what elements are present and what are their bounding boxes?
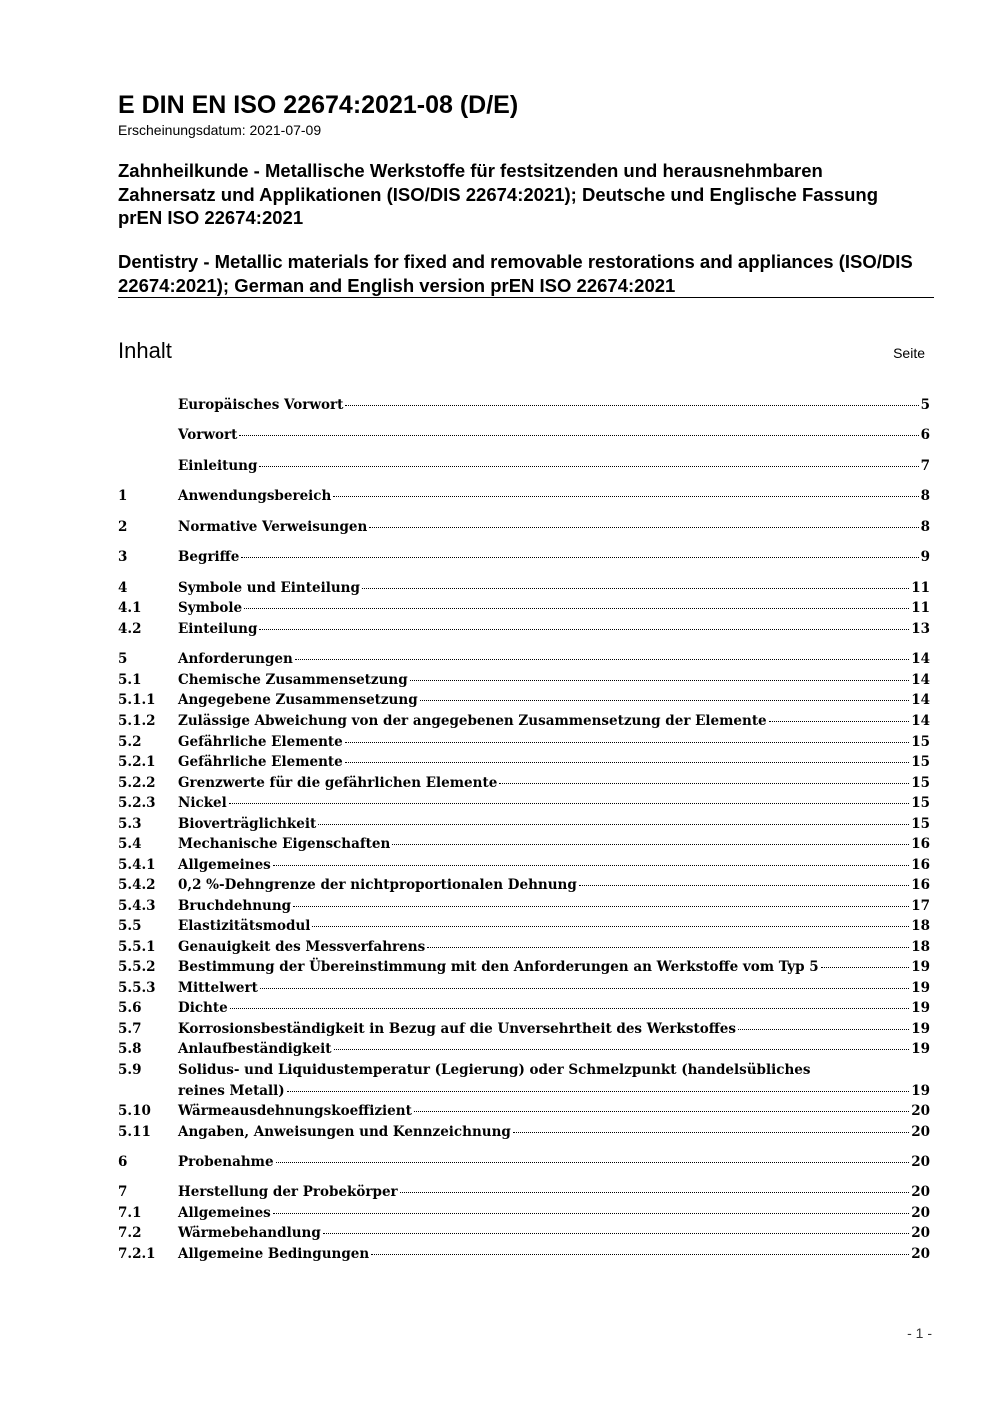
publication-date: Erscheinungsdatum: 2021-07-09 <box>118 122 322 138</box>
toc-entry-label: Anlaufbeständigkeit <box>178 1041 332 1057</box>
toc-entry-page: 14 <box>911 692 930 708</box>
toc-entry[interactable] <box>118 773 930 794</box>
toc-entry-number: 5.4.2 <box>118 877 156 893</box>
toc-entry[interactable] <box>118 1101 930 1122</box>
toc-entry-page: 5 <box>920 397 930 413</box>
toc-entry-number: 5.7 <box>118 1021 142 1037</box>
toc-entry-label: Anwendungsbereich <box>178 488 332 504</box>
toc-entry-number: 4.1 <box>118 600 142 616</box>
toc-entry[interactable] <box>118 1223 930 1244</box>
toc-dot-leader <box>345 762 910 763</box>
toc-entry-label: 0,2 %-Dehngrenze der nichtproportionalen Dehnung <box>178 877 577 893</box>
toc-dot-leader <box>738 1029 909 1030</box>
page-number: - 1 - <box>907 1325 932 1341</box>
toc-entry-page: 19 <box>911 1082 930 1099</box>
toc-entry-number: 5 <box>118 651 128 667</box>
toc-entry[interactable] <box>118 978 930 999</box>
toc-entry-label: Einteilung <box>178 621 258 637</box>
toc-entry-label: Genauigkeit des Messverfahrens <box>178 939 426 955</box>
toc-entry[interactable] <box>118 649 930 670</box>
toc-entry-label-continued: reines Metall) <box>178 1082 285 1099</box>
toc-entry-number: 5.1.2 <box>118 713 156 729</box>
toc-entry-number: 2 <box>118 519 128 535</box>
toc-dot-leader <box>295 659 909 660</box>
toc-entry-number: 5.3 <box>118 816 142 832</box>
toc-entry-page: 9 <box>920 549 930 565</box>
toc-entry-label: Probenahme <box>178 1154 274 1170</box>
toc-entry-page: 15 <box>911 795 930 811</box>
toc-entry-number: 5.5.3 <box>118 980 156 996</box>
toc-entry[interactable] <box>118 855 930 876</box>
toc-entry[interactable] <box>118 1182 930 1203</box>
toc-entry-page: 15 <box>911 775 930 791</box>
toc-entry-page: 19 <box>911 1041 930 1057</box>
toc-entry-page: 20 <box>911 1154 930 1170</box>
toc-entry-number: 5.4.1 <box>118 857 156 873</box>
toc-entry-number: 5.2.1 <box>118 754 156 770</box>
toc-entry[interactable] <box>118 957 930 978</box>
toc-dot-leader <box>244 608 909 609</box>
toc-entry[interactable] <box>118 395 930 416</box>
toc-entry[interactable] <box>118 814 930 835</box>
toc-entry-label: Herstellung der Probekörper <box>178 1184 398 1200</box>
toc-entry[interactable] <box>118 1122 930 1143</box>
toc-entry-label: Angaben, Anweisungen und Kennzeichnung <box>178 1124 511 1140</box>
toc-entry-label: Einleitung <box>178 458 258 474</box>
toc-entry-label: Wärmebehandlung <box>178 1225 321 1241</box>
toc-entry[interactable] <box>118 670 930 691</box>
toc-entry-page: 15 <box>911 734 930 750</box>
toc-entry-label: Symbole <box>178 600 243 616</box>
toc-entry-label: Angegebene Zusammensetzung <box>178 692 418 708</box>
toc-entry-page: 15 <box>911 816 930 832</box>
toc-entry-number: 5.1.1 <box>118 692 156 708</box>
page-column-heading: Seite <box>893 345 925 361</box>
toc-entry[interactable] <box>118 711 930 732</box>
toc-entry[interactable] <box>118 937 930 958</box>
toc-dot-leader <box>276 1162 910 1163</box>
toc-entry[interactable] <box>118 916 930 937</box>
toc-dot-leader <box>323 1233 909 1234</box>
toc-entry[interactable] <box>118 896 930 917</box>
title-divider <box>118 297 934 298</box>
toc-entry[interactable] <box>118 547 930 568</box>
toc-entry-number: 5.4.3 <box>118 898 156 914</box>
toc-entry-page: 18 <box>911 939 930 955</box>
toc-dot-leader <box>369 527 918 528</box>
toc-dot-leader <box>769 721 910 722</box>
toc-entry-number: 7 <box>118 1184 128 1200</box>
toc-entry-page: 19 <box>911 959 930 975</box>
toc-entry-page: 11 <box>911 580 930 596</box>
toc-entry-number: 5.2.3 <box>118 795 156 811</box>
toc-entry-page: 16 <box>911 857 930 873</box>
toc-entry[interactable] <box>118 1019 930 1040</box>
toc-entry-page: 13 <box>911 621 930 637</box>
toc-dot-leader <box>241 557 918 558</box>
toc-entry-page: 8 <box>920 488 930 504</box>
toc-dot-leader <box>513 1132 909 1133</box>
toc-entry-label: Allgemeine Bedingungen <box>178 1246 370 1262</box>
toc-entry-number: 5.5 <box>118 918 142 934</box>
toc-entry-label: Zulässige Abweichung von der angegebenen Zusammensetzung der Elemente <box>178 713 767 729</box>
toc-entry-page: 6 <box>920 427 930 443</box>
toc-entry-label: Anforderungen <box>178 651 293 667</box>
toc-entry-page: 20 <box>911 1103 930 1119</box>
contents-heading: Inhalt <box>118 338 172 363</box>
toc-entry-number: 7.1 <box>118 1205 142 1221</box>
toc-entry-page: 20 <box>911 1124 930 1140</box>
toc-entry-label: Bestimmung der Übereinstimmung mit den Anforderungen an Werkstoffe vom Typ 5 <box>178 959 819 975</box>
toc-entry-number: 5.8 <box>118 1041 142 1057</box>
toc-entry-page: 16 <box>911 877 930 893</box>
toc-entry-label: Begriffe <box>178 549 240 565</box>
toc-entry-label: Dichte <box>178 1000 228 1016</box>
toc-dot-leader <box>260 988 909 989</box>
toc-dot-leader <box>273 1213 909 1214</box>
toc-entry[interactable] <box>118 619 930 640</box>
title-english: Dentistry - Metallic materials for fixed and removable restorations and appliances (ISO/DIS 22674:2021); German and English version prEN ISO 22674:2021 <box>118 251 913 296</box>
toc-entry-number: 5.1 <box>118 672 142 688</box>
toc-entry-number: 7.2 <box>118 1225 142 1241</box>
toc-entry-number: 5.5.1 <box>118 939 156 955</box>
toc-dot-leader <box>427 947 909 948</box>
toc-entry-number: 5.9 <box>118 1062 142 1078</box>
toc-entry[interactable] <box>118 998 930 1019</box>
toc-dot-leader <box>362 588 909 589</box>
toc-entry-number: 5.4 <box>118 836 142 852</box>
toc-entry-page: 7 <box>920 458 930 474</box>
toc-entry-page: 19 <box>911 1000 930 1016</box>
toc-entry-page: 18 <box>911 918 930 934</box>
toc-entry[interactable] <box>118 1039 930 1060</box>
toc-entry[interactable] <box>118 456 930 477</box>
toc-dot-leader <box>345 405 918 406</box>
toc-entry[interactable] <box>118 752 930 773</box>
toc-entry[interactable] <box>118 486 930 507</box>
toc-entry[interactable] <box>118 1060 930 1101</box>
toc-dot-leader <box>259 629 909 630</box>
toc-entry[interactable] <box>118 875 930 896</box>
toc-dot-leader <box>333 496 918 497</box>
toc-dot-leader <box>287 1091 910 1092</box>
toc-dot-leader <box>345 742 910 743</box>
toc-entry-label: Gefährliche Elemente <box>178 754 343 770</box>
toc-dot-leader <box>371 1254 909 1255</box>
toc-entry-page: 11 <box>911 600 930 616</box>
toc-dot-leader <box>273 865 909 866</box>
toc-entry[interactable] <box>118 732 930 753</box>
toc-entry-number: 5.11 <box>118 1124 151 1140</box>
toc-entry-number: 4.2 <box>118 621 142 637</box>
toc-entry[interactable] <box>118 1152 930 1173</box>
toc-entry-label: Europäisches Vorwort <box>178 397 344 413</box>
toc-entry-label: Allgemeines <box>178 1205 271 1221</box>
toc-entry-page: 16 <box>911 836 930 852</box>
toc-entry-label: Grenzwerte für die gefährlichen Elemente <box>178 775 498 791</box>
toc-entry-number: 5.2.2 <box>118 775 156 791</box>
toc-entry[interactable] <box>118 1203 930 1224</box>
toc-entry-number: 5.2 <box>118 734 142 750</box>
toc-entry-label: Mechanische Eigenschaften <box>178 836 391 852</box>
toc-dot-leader <box>318 824 909 825</box>
toc-entry-page: 8 <box>920 519 930 535</box>
toc-entry[interactable] <box>118 690 930 711</box>
toc-entry-page: 14 <box>911 713 930 729</box>
toc-entry[interactable] <box>118 1244 930 1265</box>
toc-entry[interactable] <box>118 834 930 855</box>
toc-dot-leader <box>239 435 918 436</box>
toc-entry[interactable] <box>118 425 930 446</box>
toc-dot-leader <box>312 926 909 927</box>
toc-entry-label: Bruchdehnung <box>178 898 292 914</box>
toc-entry-number: 5.10 <box>118 1103 151 1119</box>
toc-entry-number: 3 <box>118 549 128 565</box>
toc-dot-leader <box>230 1008 910 1009</box>
toc-entry-page: 20 <box>911 1246 930 1262</box>
toc-dot-leader <box>821 967 910 968</box>
toc-entry-page: 17 <box>911 898 930 914</box>
toc-entry-label: Normative Verweisungen <box>178 519 368 535</box>
toc-dot-leader <box>392 844 909 845</box>
toc-entry-page: 19 <box>911 1021 930 1037</box>
toc-dot-leader <box>259 466 918 467</box>
toc-entry-number: 1 <box>118 488 128 504</box>
toc-dot-leader <box>293 906 909 907</box>
toc-entry-label: Chemische Zusammensetzung <box>178 672 408 688</box>
toc-entry-page: 14 <box>911 651 930 667</box>
toc-entry-label: Solidus- und Liquidustemperatur (Legierung) oder Schmelzpunkt (handelsübliches <box>178 1062 811 1078</box>
toc-dot-leader <box>579 885 909 886</box>
toc-entry-number: 5.6 <box>118 1000 142 1016</box>
toc-entry-label: Wärmeausdehnungskoeffizient <box>178 1103 412 1119</box>
toc-entry-number: 5.5.2 <box>118 959 156 975</box>
document-id: E DIN EN ISO 22674:2021-08 (D/E) <box>118 91 519 119</box>
toc-entry-label: Gefährliche Elemente <box>178 734 343 750</box>
toc-entry-label: Symbole und Einteilung <box>178 580 360 596</box>
toc-dot-leader <box>334 1049 910 1050</box>
toc-entry-label: Vorwort <box>178 427 238 443</box>
toc-entry-label: Elastizitätsmodul <box>178 918 311 934</box>
toc-dot-leader <box>400 1192 910 1193</box>
toc-entry-page: 20 <box>911 1205 930 1221</box>
toc-dot-leader <box>420 700 910 701</box>
toc-entry-label: Korrosionsbeständigkeit in Bezug auf die Unversehrtheit des Werkstoffes <box>178 1021 736 1037</box>
toc-entry[interactable] <box>118 793 930 814</box>
toc-entry-page: 15 <box>911 754 930 770</box>
toc-entry-label: Allgemeines <box>178 857 271 873</box>
toc-entry-label: Nickel <box>178 795 227 811</box>
toc-entry-page: 19 <box>911 980 930 996</box>
toc-entry-label: Bioverträglichkeit <box>178 816 317 832</box>
toc-entry-number: 4 <box>118 580 128 596</box>
toc-dot-leader <box>414 1111 909 1112</box>
toc-entry-number: 7.2.1 <box>118 1246 156 1262</box>
toc-entry-label: Mittelwert <box>178 980 258 996</box>
toc-dot-leader <box>410 680 910 681</box>
toc-entry[interactable] <box>118 598 930 619</box>
toc-entry[interactable] <box>118 517 930 538</box>
toc-dot-leader <box>499 783 909 784</box>
toc-entry-page: 20 <box>911 1225 930 1241</box>
toc-entry-page: 14 <box>911 672 930 688</box>
toc-dot-leader <box>229 803 909 804</box>
toc-entry-number: 6 <box>118 1154 128 1170</box>
toc-entry-page: 20 <box>911 1184 930 1200</box>
title-german: Zahnheilkunde - Metallische Werkstoffe für festsitzenden und herausnehmbaren Zahnersatz und Applikationen (ISO/DIS 22674:2021); Deutsche und Englische Fassung prEN ISO 22674:2021 <box>118 160 879 228</box>
toc-entry[interactable] <box>118 578 930 599</box>
